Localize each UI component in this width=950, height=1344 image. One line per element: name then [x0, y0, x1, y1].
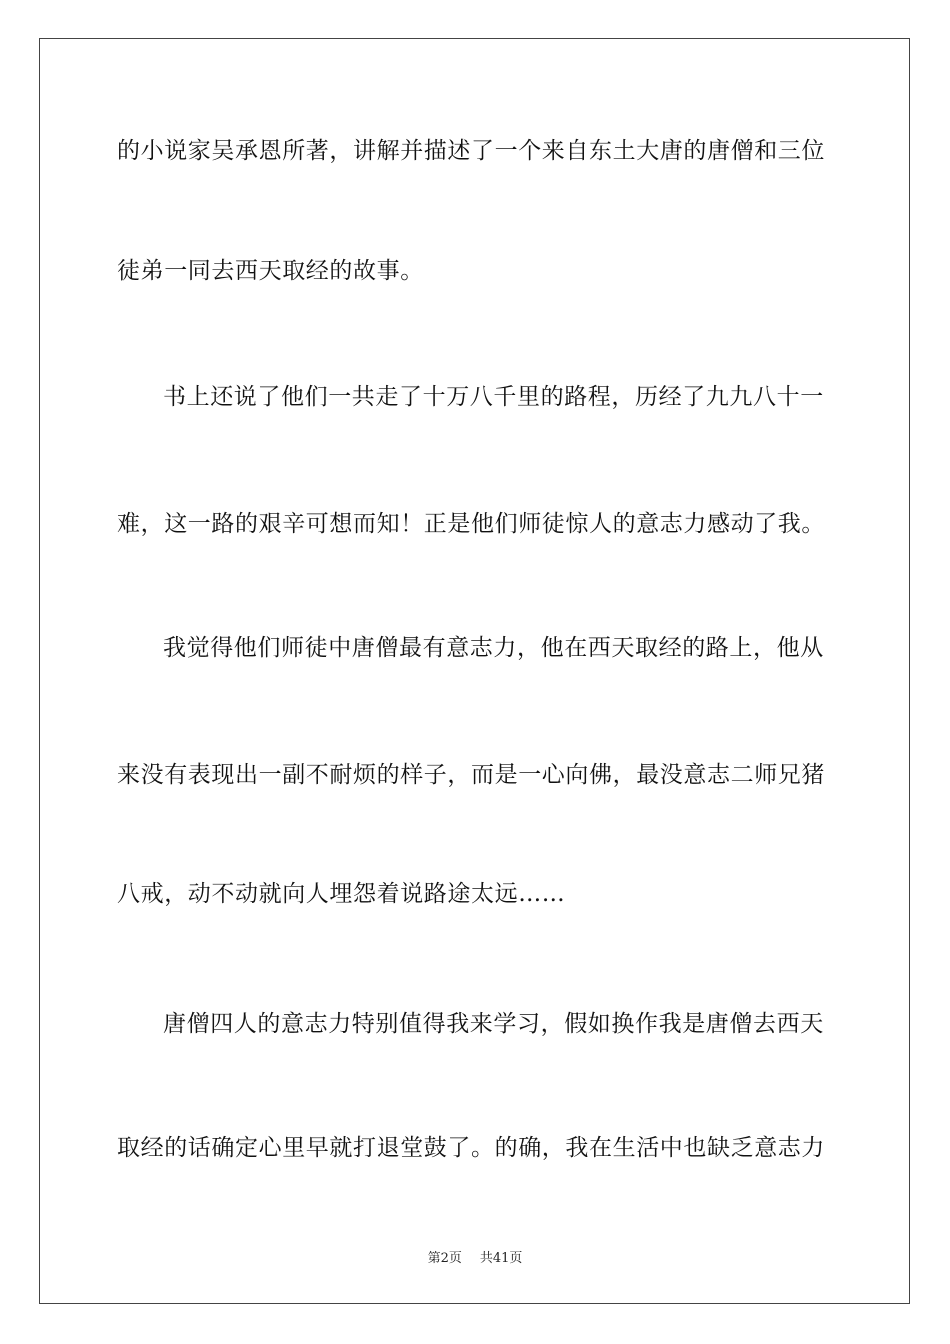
paragraph-line: 难，这一路的艰辛可想而知！正是他们师徒惊人的意志力感动了我。 [117, 511, 825, 537]
paragraph-line: 八戒，动不动就向人埋怨着说路途太远…… [117, 881, 566, 907]
page-number: 第2页 [427, 1251, 462, 1266]
paragraph-line: 唐僧四人的意志力特别值得我来学习，假如换作我是唐僧去西天 [163, 1011, 824, 1037]
paragraph-line: 来没有表现出一副不耐烦的样子，而是一心向佛，最没意志二师兄猪 [117, 762, 825, 788]
page-total: 共41页 [479, 1251, 523, 1266]
paragraph-line: 徒弟一同去西天取经的故事。 [117, 258, 424, 284]
paragraph-line: 书上还说了他们一共走了十万八千里的路程，历经了九九八十一 [163, 384, 824, 410]
paragraph-line: 取经的话确定心里早就打退堂鼓了。的确，我在生活中也缺乏意志力 [117, 1135, 825, 1161]
paragraph-line: 我觉得他们师徒中唐僧最有意志力，他在西天取经的路上，他从 [163, 635, 824, 661]
page-border [39, 38, 910, 1304]
page-footer [0, 1247, 950, 1266]
paragraph-line: 的小说家吴承恩所著，讲解并描述了一个来自东土大唐的唐僧和三位 [117, 138, 825, 164]
